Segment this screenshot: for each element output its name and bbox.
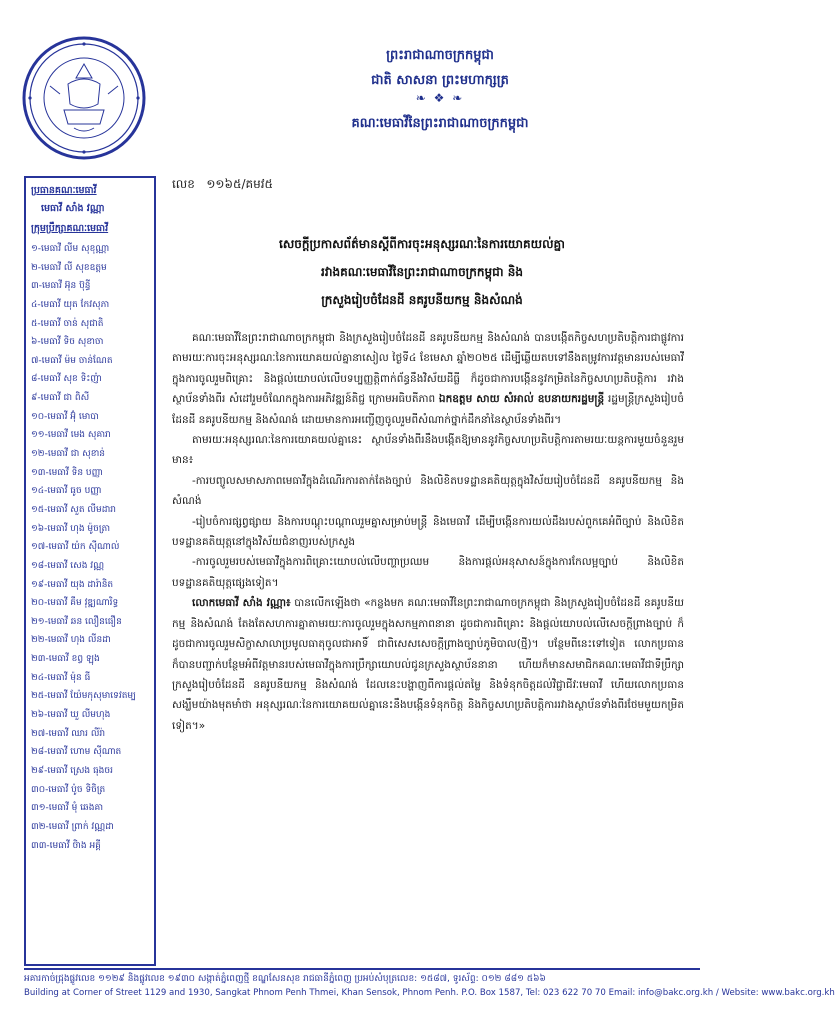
footer-address-khmer: អគារកាច់ជ្រុងផ្លូវលេខ ១១២៩ និងផ្លូវលេខ ១៩៣០ សង្កាត់ភ្នំពេញថ្មី ខណ្ឌសែនសុខ រាជធានីភ្នំពេញ ប្រអប់សំបុត្រលេខ: ១៥៨៧, ទូរស័ព្ទ: ០១២ ៨៨១ ៥៦៦ bbox=[24, 974, 546, 984]
footer-address bbox=[24, 968, 835, 998]
document-body bbox=[172, 328, 684, 736]
council-member-item: ១៧-មេធាវី យ៉ក ស៊ីណាល់ bbox=[31, 542, 120, 553]
council-member-item: ១៩-មេធាវី យុង ដារ៉ានិត bbox=[31, 579, 114, 590]
speaker-name: លោកមេធាវី សាំង វណ្ណា៖ bbox=[192, 597, 291, 610]
council-member-item: ៤-មេធាវី យុត កែវសុភា bbox=[31, 299, 110, 310]
council-member-item: ១០-មេធាវី អ៊ុំ មោបា bbox=[31, 411, 99, 422]
reference-prefix: លេខ bbox=[172, 177, 195, 191]
document-title-line-2: រវាងគណៈមេធាវីនៃព្រះរាជាណាចក្រកម្ពុជា និង bbox=[321, 265, 523, 279]
council-member-item: ១២-មេធាវី ជា សុខាន់ bbox=[31, 449, 106, 460]
header-motto: ជាតិ សាសនា ព្រះមហាក្សត្រ bbox=[371, 73, 509, 88]
document-title-line-1: សេចក្តីប្រកាសព័ត៌មានស្តីពីការចុះអនុស្សរណៈនៃការយោគយល់គ្នា bbox=[279, 237, 565, 251]
council-member-item: ៣៣-មេធាវី ចិាង អគ្គី bbox=[31, 840, 101, 851]
sidebar-chair-name: មេធាវី សាំង វណ្ណា bbox=[41, 203, 105, 214]
council-member-item: ៧-មេធាវី ម៉ម ចាន់ណែត bbox=[31, 355, 113, 366]
bar-association-seal-logo bbox=[20, 34, 148, 162]
footer-address-english: Building at Corner of Street 1129 and 1930, Sangkat Phnom Penh Thmei, Khan Sensok, Phnom Penh. P.O. Box 1587, Tel: 023 622 70 70 Email: info@bakc.org.kh / Website: www.bakc.org.kh bbox=[24, 988, 835, 998]
council-member-item: ១៥-មេធាវី សួត លីមដារា bbox=[31, 504, 116, 515]
council-member-item: ១៣-មេធាវី ទិន បញ្ញា bbox=[31, 467, 103, 478]
council-member-item: ៣២-មេធាវី ព្រាក់ វណ្ណដា bbox=[31, 821, 114, 832]
council-member-item: ២៨-មេធាវី ហោម ស៊ីណាត bbox=[31, 747, 122, 758]
header-organization: គណៈមេធាវីនៃព្រះរាជាណាចក្រកម្ពុជា bbox=[351, 116, 529, 131]
council-member-item: ២-មេធាវី លី សុខឧត្តម bbox=[31, 262, 107, 273]
document-title-line-3: ក្រសួងរៀបចំដែនដី នគរូបនីយកម្ម និងសំណង់ bbox=[321, 293, 523, 307]
paragraph-quote-text: បានលើកឡើងថា «កន្លងមក គណៈមេធាវីនៃព្រះរាជាណាចក្រកម្ពុជា និងក្រសួងរៀបចំដែនដី នគរូបនីយកម្ម និងសំណង់ តែងតែសហការគ្នាតាមរយៈការចូលរួមក្នុងសកម្មភាពនានា ដូចជាការពិគ្រោះ និងផ្តល់យោបល់លើសេចក្តីព្រាងច្បាប់ ក៏ដូចជាការចូលរួមសិក្ខាសាលាប្រមូលធាតុចូលជាអាទិ៍ ជាពិសេសសេចក្តីព្រាងច្បាប់ភូមិបាល(ថ្មី)។ បន្ថែមពីនេះទៅទៀត លោកប្រធាន ក៏បានបញ្ជាក់បន្ថែមអំពីវត្តមានរបស់មេធាវីក្នុងការប្រឹក្សាយោបល់ជូនក្រសួងស្ថាប័ននានា ហើយក៏មានសមាជិកគណៈមេធាវីជាទីប្រឹក្សា ក្រសួងរៀបចំដែនដី នគរូបនីយកម្ម និងសំណង់ ដែលនេះបង្ហាញពីការផ្តល់តម្លៃ និងទំនុកចិត្តដល់វិជ្ជាជីវៈមេធាវី ហើយលោកប្រធានសង្ឃឹមយ៉ាងមុតមាំថា អនុស្សរណៈនៃការយោគយល់គ្នានេះនឹងបង្កើនទំនុកចិត្ត និងកិច្ចសហប្រតិបត្តិការរវាងស្ថាប័នទាំងពីរថែមមួយកម្រិតទៀត។» bbox=[172, 597, 684, 732]
paragraph-intro bbox=[172, 328, 684, 430]
council-sidebar bbox=[24, 176, 156, 966]
council-member-item: ២១-មេធាវី ឆន លឿនធឿន bbox=[31, 616, 122, 627]
council-member-item: ២២-មេធាវី ហុង លីនដា bbox=[31, 635, 111, 646]
reference-code: ១១៦៥ bbox=[206, 177, 242, 191]
council-member-item: ៦-មេធាវី ទិច សុខាចា bbox=[31, 337, 104, 348]
header-kingdom: ព្រះរាជាណាចក្រកម្ពុជា bbox=[386, 48, 494, 63]
paragraph-quote bbox=[172, 593, 684, 736]
council-member-item: ៥-មេធាវី ចាន់ សុជាតិ bbox=[31, 318, 104, 329]
council-member-item: ១៨-មេធាវី សេង វណ្ណ bbox=[31, 560, 105, 571]
council-member-item: ៩-មេធាវី ជា ពិសី bbox=[31, 393, 90, 404]
council-member-item: ៣១-មេធាវី មុំ ឆេងគា bbox=[31, 803, 104, 814]
reference-suffix: /គមវ៥ bbox=[241, 177, 274, 191]
council-member-item: ២៥-មេធាវី យ៉ែមកុសុមាទេវតម្ប bbox=[31, 691, 136, 702]
mechanism-item-3: -ការចូលរួមរបស់មេធាវីក្នុងការពិគ្រោះយោបល់លើបញ្ហាប្រឈម និងការផ្តល់អនុសាសន៍ក្នុងការកែលម្អច្បាប់ និងលិខិតបទដ្ឋានគតិយុត្តផ្សេងទៀត។ bbox=[172, 556, 684, 589]
paragraph-mechanisms: តាមរយៈអនុស្សរណៈនៃការយោគយល់គ្នានេះ ស្ថាប័នទាំងពីរនឹងបង្កើតឱ្យមាននូវកិច្ចសហប្រតិបត្តិការតាមរយៈយន្តការមួយចំនួនរួមមាន៖ bbox=[172, 434, 684, 467]
council-member-item: ១១-មេធាវី មេង សុគារា bbox=[31, 430, 111, 441]
council-member-item: ២៦-មេធាវី ឃួ លីមហុង bbox=[31, 710, 111, 721]
mechanism-item-2: -រៀបចំការផ្សព្វផ្សាយ និងការបណ្តុះបណ្តាលរួមគ្នាសម្រាប់មន្ត្រី និងមេធាវី ដើម្បីបង្កើនការយល់ដឹងរបស់ពួកគេអំពីច្បាប់ និងលិខិតបទដ្ឋានគតិយុត្តនៅក្នុងវិស័យជំនាញរបស់ក្រសួង bbox=[172, 515, 684, 549]
reference-number bbox=[172, 176, 273, 194]
council-member-item: ២៣-មេធាវី ខព្វ ឡុង bbox=[31, 654, 100, 665]
council-member-list bbox=[31, 240, 149, 855]
mechanism-item-1: -ការបញ្ចូលសមាសភាពមេធាវីក្នុងដំណើរការតាក់តែងច្បាប់ និងលិខិតបទដ្ឋានគតិយុត្តក្នុងវិស័យរៀបចំដែនដី នគរូបនីយកម្ម និងសំណង់ bbox=[172, 474, 684, 508]
council-member-item: ៣០-មេធាវី ប៉ូច ទិចិត្រ bbox=[31, 784, 106, 795]
paragraph-intro-text: គណៈមេធាវីនៃព្រះរាជាណាចក្រកម្ពុជា និងក្រសួងរៀបចំដែនដី នគរូបនីយកម្ម និងសំណង់ បានបង្កើតកិច្ចសហប្រតិបត្តិការជាផ្លូវការ តាមរយៈការចុះអនុស្សរណៈនៃការយោគយល់គ្នានាសៀល ថ្ងៃទី៤ ខែមេសា ឆ្នាំ២០២៥ ដើម្បីឆ្លើយតបទៅនឹងតម្រូវការវត្តមានរបស់មេធាវីក្នុងការចូលរួមពិគ្រោះ និងផ្តល់យោបល់លើបទប្បញ្ញត្តិពាក់ព័ន្ធនឹងវិស័យដីធ្លី ក៏ដូចជាការបង្កើននូវកម្រិតនៃកិច្ចសហប្រតិបត្តិការ រវាងស្ថាប័នទាំងពីរ សំដៅរួមចំណែកក្នុងការអភិវឌ្ឍន៍តិជ្ជ ក្រោមអធិបតីភាព bbox=[172, 332, 684, 406]
paragraph-intro-text-end: រដ្ឋមន្ត្រីក្រសួងរៀបចំដែនដី នគរូបនីយកម្ម និងសំណង់ ដោយមានការអញ្ជើញចូលរួមពីសំណាក់ថ្នាក់ដឹកនាំនៃស្ថាប័នទាំងពីរ។ bbox=[172, 393, 684, 426]
council-member-item: ៨-មេធាវី សុខ ទិះញ៉ា bbox=[31, 374, 102, 385]
council-member-item: ២៩-មេធាវី ស្រេង ធុងចរ bbox=[31, 765, 113, 776]
council-member-item: ១៤-មេធាវី ធូច បញ្ញា bbox=[31, 486, 102, 497]
council-member-item: ២៧-មេធាវី ឈារ លីរ៉ា bbox=[31, 728, 106, 739]
council-member-item: ១៦-មេធាវី ហុង ម៉ូចត្រា bbox=[31, 523, 111, 534]
council-member-item: ២៤-មេធាវី ម៉ុន ធី bbox=[31, 672, 91, 683]
sidebar-council-heading: ក្រុមប្រឹក្សាគណៈមេធាវី bbox=[31, 223, 109, 234]
council-member-item: ២០-មេធាវី គឹម វុឌ្ឍណារិទ្ធ bbox=[31, 598, 119, 609]
header-ornament: ❧ ❖ ❧ bbox=[415, 91, 465, 105]
sidebar-chair-heading: ប្រធានគណៈមេធាវី bbox=[31, 185, 97, 196]
council-member-item: ៣-មេធាវី អ៊ុន ប៊ុន្ធី bbox=[31, 281, 91, 292]
council-member-item: ១-មេធាវី លីម សុខុណ្ណា bbox=[31, 244, 110, 254]
minister-name: ឯកឧត្តម សាយ សំអាល់ ឧបនាយករដ្ឋមន្ត្រី bbox=[438, 393, 605, 406]
